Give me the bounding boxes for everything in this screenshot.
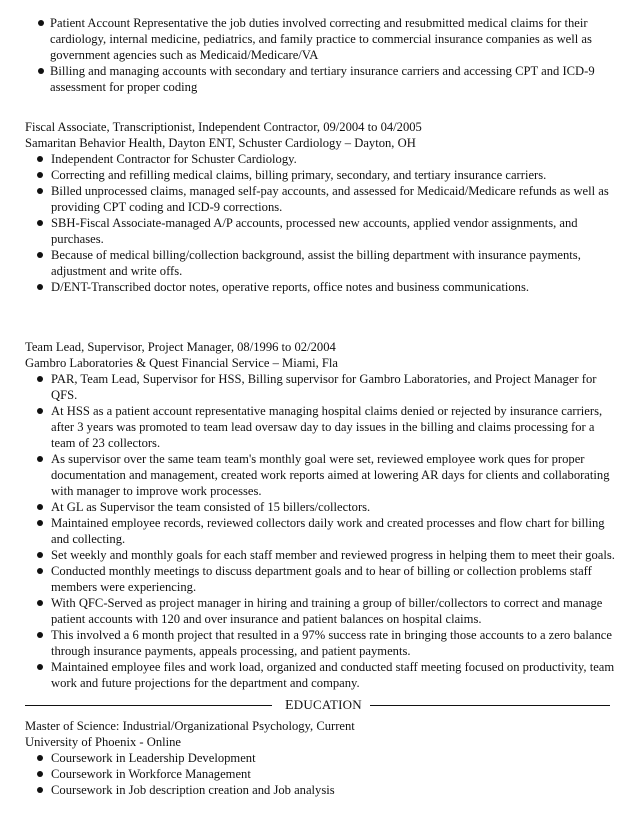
job-title-line: Fiscal Associate, Transcriptionist, Independent Contractor, 09/2004 to 04/2005 [25,120,422,134]
bullet-item: Billing and managing accounts with secondary and tertiary insurance carriers and accessing CPT and ICD-9 assessment for proper coding [0,63,616,95]
job-employer-line: Samaritan Behavior Health, Dayton ENT, Schuster Cardiology – Dayton, OH [25,136,416,150]
bullet-item: As supervisor over the same team team's monthly goal were set, reviewed employee work ques for proper documentation and management, created work reports aimed at lowering AR days for clients and collaborating with manager to improve work processes. [25,451,616,499]
bullet-item: Conducted monthly meetings to discuss department goals and to hear of billing or collection problems staff members were experiencing. [25,563,616,595]
bullet-item: Maintained employee records, reviewed collectors daily work and created processes and flow chart for billing and collecting. [25,515,616,547]
job-entry-fiscal-associate [25,119,616,295]
education-entry [25,718,616,798]
previous-job-bullets [0,15,616,95]
bullet-item: Set weekly and monthly goals for each staff member and reviewed progress in helping them to meet their goals. [25,547,616,563]
bullet-item: SBH-Fiscal Associate-managed A/P accounts, processed new accounts, applied vendor assignments, and purchases. [25,215,616,247]
bullet-item: D/ENT-Transcribed doctor notes, operative reports, office notes and business communications. [25,279,616,295]
bullet-item: Coursework in Leadership Development [25,750,616,766]
bullet-item: Patient Account Representative the job duties involved correcting and resubmitted medical claims for their cardiology, internal medicine, pediatrics, and family practice to commercial insurance companies as well as government agencies such as Medicaid/Medicare/VA [0,15,616,63]
heading-rule-right [370,705,610,706]
school-line: University of Phoenix - Online [25,735,182,749]
bullet-item: Because of medical billing/collection background, assist the billing department with insurance payments, adjustment and write offs. [25,247,616,279]
job-bullets [25,151,616,295]
job-title-line: Team Lead, Supervisor, Project Manager, 08/1996 to 02/2004 [25,340,336,354]
bullet-item: This involved a 6 month project that resulted in a 97% success rate in bringing those accounts to a zero balance through insurance payments, appeals processing, and patient payments. [25,627,616,659]
heading-capital: E [285,698,294,713]
heading-rule-left [25,705,272,706]
bullet-item: Correcting and refilling medical claims, billing primary, secondary, and tertiary insurance carriers. [25,167,616,183]
heading-rest: DUCATION [293,697,362,712]
bullet-item: With QFC-Served as project manager in hiring and training a group of biller/collectors to correct and manage patient accounts with 120 and over insurance and patient balances on hospital claims. [25,595,616,627]
bullet-item: Coursework in Job description creation and Job analysis [25,782,616,798]
bullet-item: Maintained employee files and work load, organized and conducted staff meeting focused on productivity, team work and future projections for the department and company. [25,659,616,691]
bullet-item: Billed unprocessed claims, managed self-pay accounts, and assessed for Medicaid/Medicare refunds as well as providing CPT coding and ICD-9 corrections. [25,183,616,215]
degree-line: Master of Science: Industrial/Organizational Psychology, Current [25,719,355,733]
bullet-item: PAR, Team Lead, Supervisor for HSS, Billing supervisor for Gambro Laboratories, and Project Manager for QFS. [25,371,616,403]
bullet-item: At GL as Supervisor the team consisted of 15 billers/collectors. [25,499,616,515]
job-employer-line: Gambro Laboratories & Quest Financial Service – Miami, Fla [25,356,339,370]
education-section-heading [25,697,610,713]
coursework-bullets [25,750,616,798]
education-heading-title [285,697,362,714]
job-bullets [25,371,616,691]
bullet-item: Coursework in Workforce Management [25,766,616,782]
bullet-item: Independent Contractor for Schuster Cardiology. [25,151,616,167]
bullet-item: At HSS as a patient account representative managing hospital claims denied or rejected by insurance carriers, after 3 years was promoted to team lead oversaw day to day issues in the billing and claims processing for a team of 23 collectors. [25,403,616,451]
job-entry-team-lead [25,339,616,691]
